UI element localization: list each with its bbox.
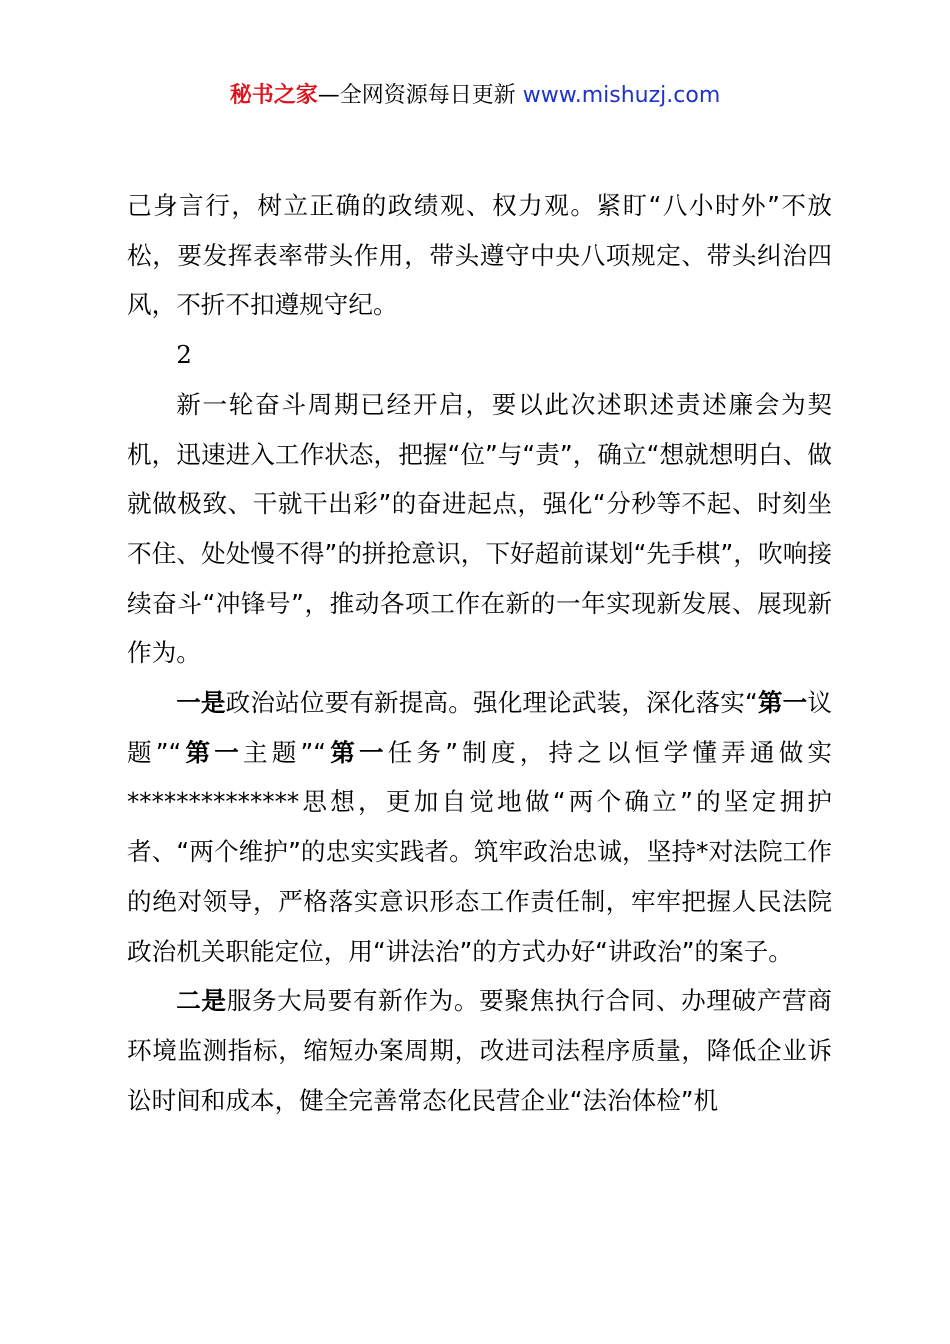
site-header <box>0 80 950 112</box>
point-one-bold-2: 第一 <box>181 737 243 767</box>
point-one-text-4: 任务”制度，持之以恒学懂弄通做实**************思想，更加自觉地做“两个确立”的坚定拥护者、“两个维护”的忠实实践者。筑牢政治忠诚，坚持*对法院工作的绝对领导，严格落实意识形态工作责任制，牢牢把握人民法院政治机关职能定位，用“讲法治”的方式办好“讲政治”的案子。 <box>127 737 833 966</box>
section-number: 2 <box>176 340 192 370</box>
paragraph-point-two <box>127 976 832 1125</box>
paragraph-number <box>127 330 832 380</box>
site-url-link[interactable]: www.mishuzj.com <box>522 83 721 108</box>
point-one-bold-3: 第一 <box>326 737 388 767</box>
point-one-text-3: 主题”“ <box>242 737 327 767</box>
point-one-text-2: 议题”“ <box>127 688 832 767</box>
point-one-bold-1: 第一 <box>757 688 808 718</box>
paragraph-continued: 己身言行，树立正确的政绩观、权力观。紧盯“八小时外”不放松，要发挥表率带头作用，带头遵守中央八项规定、带头纠治四风，不折不扣遵规守纪。 <box>127 191 832 320</box>
point-one-text-1: 政治站位要有新提高。强化理论武装，深化落实“ <box>225 688 758 718</box>
site-brand: 秘书之家 <box>229 83 318 108</box>
point-one-lead: 一是 <box>176 688 226 718</box>
point-two-text: 服务大局要有新作为。要聚焦执行合同、办理破产营商环境监测指标，缩短办案周期，改进司法程序质量，降低企业诉讼时间和成本，健全完善常态化民营企业“法治体检”机 <box>127 986 832 1115</box>
paragraph-point-one <box>127 678 832 976</box>
site-tagline: —全网资源每日更新 <box>317 83 516 108</box>
point-two-lead: 二是 <box>176 986 227 1016</box>
document-body <box>127 181 832 1125</box>
paragraph-intro: 新一轮奋斗周期已经开启，要以此次述职述责述廉会为契机，迅速进入工作状态，把握“位”与“责”，确立“想就想明白、做就做极致、干就干出彩”的奋进起点，强化“分秒等不起、时刻坐不住、处处慢不得”的拼抢意识，下好超前谋划“先手棋”，吹响接续奋斗“冲锋号”，推动各项工作在新的一年实现新发展、展现新作为。 <box>127 389 832 668</box>
